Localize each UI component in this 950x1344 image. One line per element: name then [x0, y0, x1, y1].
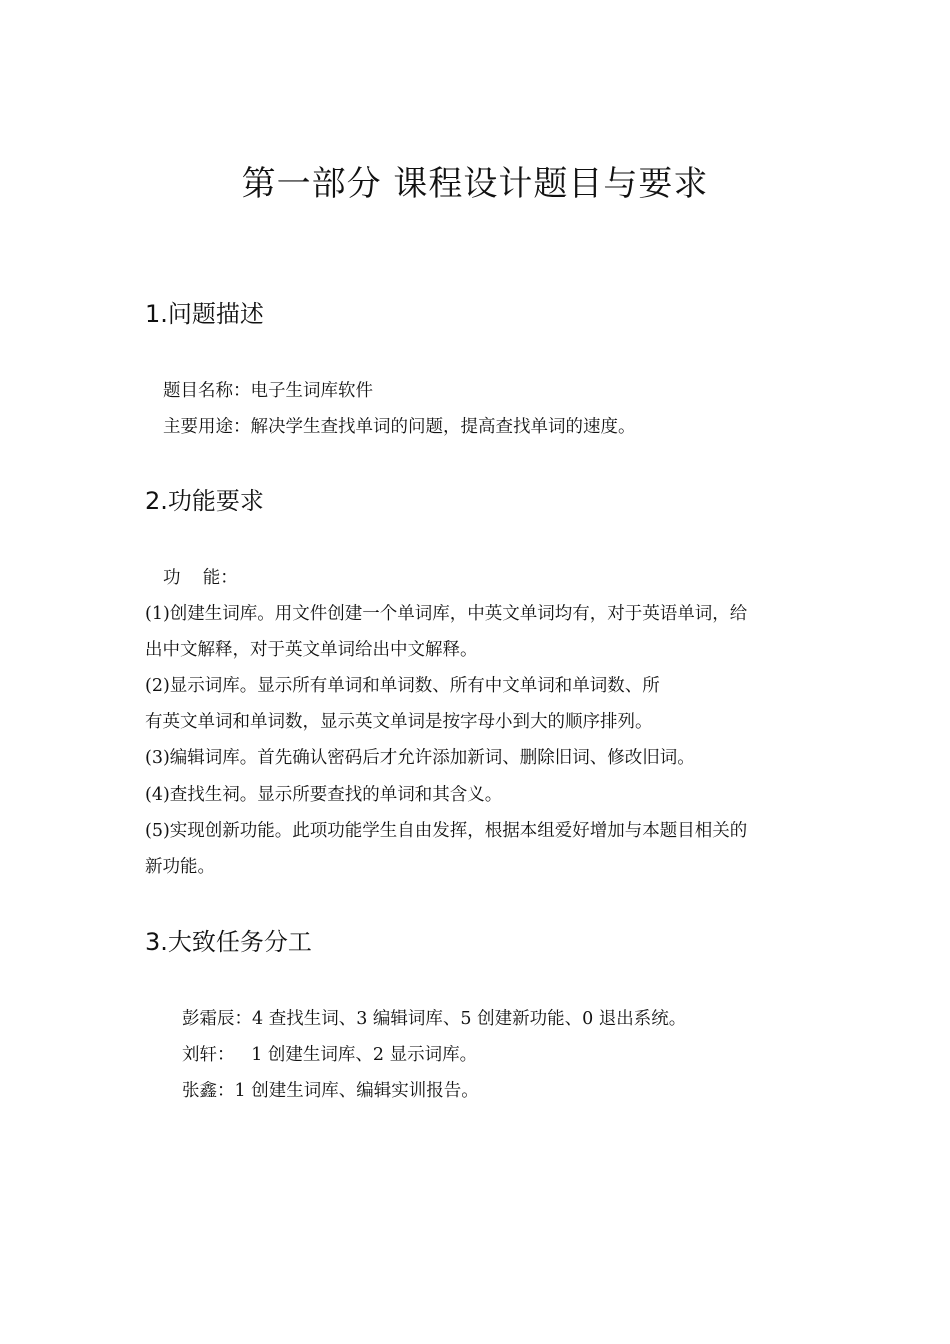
paragraph-line: 功 能： [163, 568, 238, 588]
paragraph-line: 有英文单词和单词数，显示英文单词是按字母小到大的顺序排列。 [145, 712, 653, 732]
paragraph-line: (4)查找生祠。显示所要查找的单词和其含义。 [145, 785, 503, 805]
paragraph-line: (5)实现创新功能。此项功能学生自由发挥，根据本组爱好增加与本题目相关的 [145, 821, 748, 841]
paragraph-line: 题目名称：电子生词库软件 [163, 381, 373, 401]
paragraph-line: 出中文解释，对于英文单词给出中文解释。 [145, 640, 478, 660]
paragraph-line: 张鑫：1 创建生词库、编辑实训报告。 [182, 1081, 479, 1101]
paragraph-line: (1)创建生词库。用文件创建一个单词库，中英文单词均有，对于英语单词，给 [145, 604, 748, 624]
paragraph-line: 刘轩： 1 创建生词库、2 显示词库。 [182, 1045, 478, 1065]
paragraph-line: 主要用途：解决学生查找单词的问题，提高查找单词的速度。 [163, 417, 636, 437]
section-heading-task-division: 3.大致任务分工 [145, 928, 312, 956]
document-title: 第一部分 课程设计题目与要求 [241, 164, 709, 204]
section-heading-problem-description: 1.问题描述 [145, 300, 264, 328]
paragraph-line: 新功能。 [145, 857, 215, 877]
paragraph-line: (2)显示词库。显示所有单词和单词数、所有中文单词和单词数、所 [145, 676, 660, 696]
section-heading-function-requirements: 2.功能要求 [145, 487, 264, 515]
paragraph-line: 彭霜辰：4 查找生词、3 编辑词库、5 创建新功能、0 退出系统。 [182, 1009, 687, 1029]
paragraph-line: (3)编辑词库。首先确认密码后才允许添加新词、删除旧词、修改旧词。 [145, 748, 695, 768]
